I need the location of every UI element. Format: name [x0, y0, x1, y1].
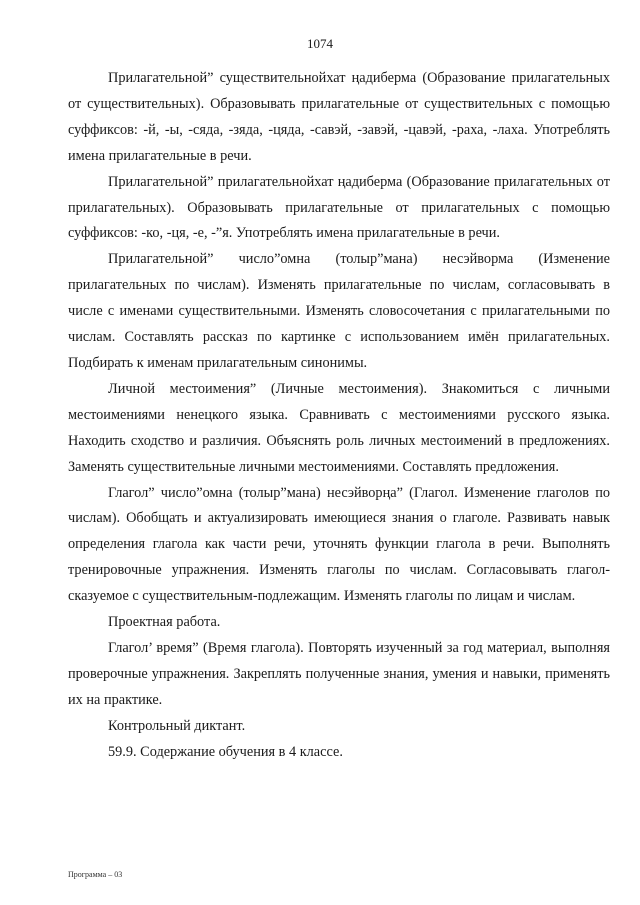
paragraph-verb-number: Глагол” число”омна (толыр”мана) несэйворңа” (Глагол. Изменение глаголов по числам). Обобщать и актуализировать имеющиеся знания о глаголе. Развивать навык определения глагола как части речи, уточнять функции глагола в речи. Выполнять тренировочные упражнения. Изменять глаголы по числам. Согласовывать глагол-сказуемое с существительным-подлежащим. Изменять глаголы по лицам и числам.: [68, 484, 610, 605]
footer-label: Программа – 03: [68, 870, 123, 879]
page-number: 1074: [307, 36, 333, 51]
paragraph-adjectives-from-adjectives: Прилагательной” прилагательнойхат ңадиберма (Образование прилагательных от прилагательных). Образовывать прилагательные от прилагательных с помощью суффиксов: -ко, -ця, -е, -”я. Употреблять имена прилагательные в речи.: [68, 173, 610, 242]
document-body: [68, 66, 610, 765]
paragraph-adjectives-from-nouns: Прилагательной” существительнойхат ңадиберма (Образование прилагательных от существительных). Образовывать прилагательные от существительных с помощью суффиксов: -й, -ы, -сяда, -зяда, -цяда, -савэй, -завэй, -цавэй, -раха, -лаха. Употреблять имена прилагательные в речи.: [68, 70, 610, 164]
paragraph-dictation: Контрольный диктант.: [108, 717, 246, 734]
section-heading-grade-4: 59.9. Содержание обучения в 4 классе.: [108, 743, 343, 760]
paragraph-verb-tense: Глагол’ время” (Время глагола). Повторять изученный за год материал, выполняя проверочные упражнения. Закреплять полученные знания, умения и навыки, применять их на практике.: [68, 639, 610, 708]
paragraph-project-work: Проектная работа.: [108, 614, 221, 631]
paragraph-adjective-number: Прилагательной” число”омна (толыр”мана) несэйворма (Изменение прилагательных по числам). Изменять прилагательные по числам, согласовывать в числе с именами существительными. Изменять словосочетания с прилагательными по числам. Составлять рассказ по картинке с использованием имён прилагательных. Подбирать к именам прилагательным синонимы.: [68, 251, 610, 371]
paragraph-personal-pronouns: Личной местоимения” (Личные местоимения). Знакомиться с личными местоимениями ненецкого языка. Сравнивать с местоимениями русского языка. Находить сходство и различия. Объяснять роль личных местоимений в предложениях. Заменять существительные личными местоимениями. Составлять предложения.: [68, 380, 610, 475]
